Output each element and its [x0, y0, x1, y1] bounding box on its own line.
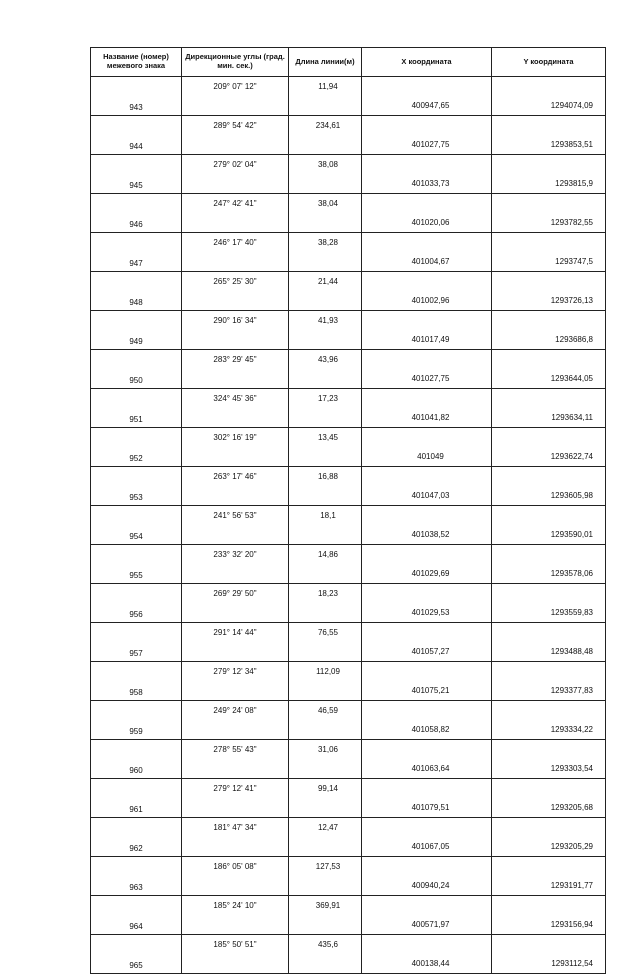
point-row — [91, 525, 606, 545]
y-coordinate: 1293815,9 — [492, 174, 606, 194]
x-coordinate: 401027,75 — [362, 135, 492, 155]
empty-cell — [492, 350, 606, 370]
line-length: 76,55 — [289, 623, 362, 643]
line-length: 38,28 — [289, 233, 362, 253]
y-coordinate: 1293112,54 — [492, 954, 606, 974]
empty-cell — [492, 428, 606, 448]
point-name: 950 — [91, 369, 182, 389]
segment-row — [91, 857, 606, 877]
line-length: 369,91 — [289, 896, 362, 916]
point-row — [91, 798, 606, 818]
empty-cell — [492, 311, 606, 331]
empty-cell — [182, 252, 289, 272]
empty-cell — [182, 486, 289, 506]
x-coordinate: 401029,69 — [362, 564, 492, 584]
point-name: 958 — [91, 681, 182, 701]
point-name: 955 — [91, 564, 182, 584]
x-coordinate: 400947,65 — [362, 96, 492, 116]
empty-cell — [91, 194, 182, 214]
empty-cell — [289, 252, 362, 272]
segment-row — [91, 194, 606, 214]
y-coordinate: 1293622,74 — [492, 447, 606, 467]
direction-angle: 279° 12' 41" — [182, 779, 289, 799]
empty-cell — [182, 369, 289, 389]
point-name: 946 — [91, 213, 182, 233]
empty-cell — [492, 623, 606, 643]
empty-cell — [91, 233, 182, 253]
y-coordinate: 1293726,13 — [492, 291, 606, 311]
direction-angle: 324° 45' 36" — [182, 389, 289, 409]
empty-cell — [182, 837, 289, 857]
empty-cell — [362, 506, 492, 526]
empty-cell — [91, 272, 182, 292]
empty-cell — [362, 467, 492, 487]
direction-angle: 209° 07' 12" — [182, 77, 289, 97]
y-coordinate: 1293559,83 — [492, 603, 606, 623]
point-name: 962 — [91, 837, 182, 857]
header-line-length: Длина линии(м) — [289, 48, 362, 77]
empty-cell — [182, 213, 289, 233]
x-coordinate: 401027,75 — [362, 369, 492, 389]
direction-angle: 241° 56' 53" — [182, 506, 289, 526]
point-row — [91, 252, 606, 272]
empty-cell — [182, 681, 289, 701]
y-coordinate: 1293303,54 — [492, 759, 606, 779]
line-length: 38,08 — [289, 155, 362, 175]
point-name: 954 — [91, 525, 182, 545]
empty-cell — [289, 681, 362, 701]
point-name: 959 — [91, 720, 182, 740]
empty-cell — [182, 330, 289, 350]
empty-cell — [91, 857, 182, 877]
direction-angle: 290° 16' 34" — [182, 311, 289, 331]
segment-row — [91, 428, 606, 448]
y-coordinate: 1293782,55 — [492, 213, 606, 233]
segment-row — [91, 116, 606, 136]
empty-cell — [362, 350, 492, 370]
empty-cell — [91, 935, 182, 955]
empty-cell — [289, 369, 362, 389]
point-row — [91, 447, 606, 467]
y-coordinate: 1293644,05 — [492, 369, 606, 389]
empty-cell — [362, 272, 492, 292]
empty-cell — [362, 116, 492, 136]
empty-cell — [289, 174, 362, 194]
point-row — [91, 174, 606, 194]
segment-row — [91, 467, 606, 487]
direction-angle: 185° 24' 10" — [182, 896, 289, 916]
x-coordinate: 401063,64 — [362, 759, 492, 779]
point-name: 949 — [91, 330, 182, 350]
x-coordinate: 401029,53 — [362, 603, 492, 623]
empty-cell — [289, 486, 362, 506]
y-coordinate: 1293590,01 — [492, 525, 606, 545]
y-coordinate: 1293853,51 — [492, 135, 606, 155]
segment-row — [91, 740, 606, 760]
empty-cell — [362, 818, 492, 838]
empty-cell — [492, 857, 606, 877]
line-length: 18,1 — [289, 506, 362, 526]
empty-cell — [492, 896, 606, 916]
direction-angle: 265° 25' 30" — [182, 272, 289, 292]
segment-row — [91, 77, 606, 97]
empty-cell — [182, 564, 289, 584]
empty-cell — [91, 116, 182, 136]
empty-cell — [289, 720, 362, 740]
line-length: 17,23 — [289, 389, 362, 409]
direction-angle: 249° 24' 08" — [182, 701, 289, 721]
empty-cell — [289, 837, 362, 857]
point-row — [91, 759, 606, 779]
line-length: 46,59 — [289, 701, 362, 721]
empty-cell — [492, 740, 606, 760]
empty-cell — [182, 876, 289, 896]
y-coordinate: 1293605,98 — [492, 486, 606, 506]
empty-cell — [91, 818, 182, 838]
line-length: 99,14 — [289, 779, 362, 799]
empty-cell — [492, 155, 606, 175]
point-name: 960 — [91, 759, 182, 779]
direction-angle: 291° 14' 44" — [182, 623, 289, 643]
empty-cell — [362, 233, 492, 253]
x-coordinate: 401079,51 — [362, 798, 492, 818]
empty-cell — [492, 194, 606, 214]
empty-cell — [362, 584, 492, 604]
segment-row — [91, 701, 606, 721]
segment-row — [91, 389, 606, 409]
empty-cell — [182, 720, 289, 740]
y-coordinate: 1293578,06 — [492, 564, 606, 584]
empty-cell — [492, 233, 606, 253]
x-coordinate: 401017,49 — [362, 330, 492, 350]
point-name: 951 — [91, 408, 182, 428]
direction-angle: 185° 50' 51" — [182, 935, 289, 955]
direction-angle: 181° 47' 34" — [182, 818, 289, 838]
direction-angle: 263° 17' 46" — [182, 467, 289, 487]
segment-row — [91, 506, 606, 526]
empty-cell — [362, 428, 492, 448]
segment-row — [91, 272, 606, 292]
empty-cell — [362, 155, 492, 175]
line-length: 435,6 — [289, 935, 362, 955]
segment-row — [91, 662, 606, 682]
x-coordinate: 401002,96 — [362, 291, 492, 311]
x-coordinate: 401041,82 — [362, 408, 492, 428]
empty-cell — [91, 623, 182, 643]
empty-cell — [492, 272, 606, 292]
empty-cell — [362, 857, 492, 877]
empty-cell — [492, 467, 606, 487]
empty-cell — [182, 915, 289, 935]
x-coordinate: 401075,21 — [362, 681, 492, 701]
empty-cell — [362, 662, 492, 682]
x-coordinate: 401020,06 — [362, 213, 492, 233]
empty-cell — [289, 642, 362, 662]
point-row — [91, 681, 606, 701]
header-direction-angle: Дирекционные углы (град. мин. сек.) — [182, 48, 289, 77]
empty-cell — [362, 935, 492, 955]
empty-cell — [182, 525, 289, 545]
point-row — [91, 876, 606, 896]
line-length: 16,88 — [289, 467, 362, 487]
empty-cell — [492, 779, 606, 799]
point-name: 952 — [91, 447, 182, 467]
point-row — [91, 369, 606, 389]
point-row — [91, 837, 606, 857]
empty-cell — [362, 623, 492, 643]
empty-cell — [492, 662, 606, 682]
point-name: 963 — [91, 876, 182, 896]
direction-angle: 279° 02' 04" — [182, 155, 289, 175]
direction-angle: 247° 42' 41" — [182, 194, 289, 214]
point-name: 956 — [91, 603, 182, 623]
line-length: 13,45 — [289, 428, 362, 448]
point-row — [91, 603, 606, 623]
point-row — [91, 291, 606, 311]
point-name: 961 — [91, 798, 182, 818]
empty-cell — [362, 389, 492, 409]
x-coordinate: 400940,24 — [362, 876, 492, 896]
line-length: 112,09 — [289, 662, 362, 682]
empty-cell — [91, 545, 182, 565]
empty-cell — [182, 174, 289, 194]
direction-angle: 186° 05' 08" — [182, 857, 289, 877]
header-point-name: Название (номер) межевого знака — [91, 48, 182, 77]
empty-cell — [492, 77, 606, 97]
line-length: 38,04 — [289, 194, 362, 214]
line-length: 234,61 — [289, 116, 362, 136]
segment-row — [91, 155, 606, 175]
empty-cell — [492, 389, 606, 409]
segment-row — [91, 896, 606, 916]
empty-cell — [289, 447, 362, 467]
empty-cell — [91, 428, 182, 448]
empty-cell — [91, 896, 182, 916]
point-name: 944 — [91, 135, 182, 155]
x-coordinate: 401057,27 — [362, 642, 492, 662]
point-row — [91, 213, 606, 233]
table-header-row — [91, 48, 606, 77]
point-row — [91, 915, 606, 935]
point-row — [91, 954, 606, 974]
point-row — [91, 330, 606, 350]
line-length: 18,23 — [289, 584, 362, 604]
point-name: 965 — [91, 954, 182, 974]
empty-cell — [362, 779, 492, 799]
point-row — [91, 96, 606, 116]
line-length: 14,86 — [289, 545, 362, 565]
empty-cell — [492, 584, 606, 604]
empty-cell — [492, 116, 606, 136]
y-coordinate: 1294074,09 — [492, 96, 606, 116]
empty-cell — [362, 311, 492, 331]
line-length: 127,53 — [289, 857, 362, 877]
boundary-coordinates-table — [90, 47, 606, 974]
x-coordinate: 401033,73 — [362, 174, 492, 194]
direction-angle: 289° 54' 42" — [182, 116, 289, 136]
direction-angle: 269° 29' 50" — [182, 584, 289, 604]
empty-cell — [182, 954, 289, 974]
empty-cell — [492, 935, 606, 955]
line-length: 43,96 — [289, 350, 362, 370]
empty-cell — [182, 291, 289, 311]
y-coordinate: 1293334,22 — [492, 720, 606, 740]
empty-cell — [362, 701, 492, 721]
empty-cell — [91, 77, 182, 97]
empty-cell — [91, 740, 182, 760]
x-coordinate: 401067,05 — [362, 837, 492, 857]
y-coordinate: 1293205,68 — [492, 798, 606, 818]
y-coordinate: 1293634,11 — [492, 408, 606, 428]
empty-cell — [289, 876, 362, 896]
empty-cell — [362, 896, 492, 916]
empty-cell — [492, 506, 606, 526]
empty-cell — [362, 194, 492, 214]
empty-cell — [289, 954, 362, 974]
y-coordinate: 1293205,29 — [492, 837, 606, 857]
line-length: 31,06 — [289, 740, 362, 760]
coordinates-sheet — [90, 47, 605, 974]
direction-angle: 302° 16' 19" — [182, 428, 289, 448]
header-x-coordinate: X координата — [362, 48, 492, 77]
x-coordinate: 401058,82 — [362, 720, 492, 740]
empty-cell — [289, 564, 362, 584]
empty-cell — [91, 311, 182, 331]
table-body — [91, 77, 606, 974]
direction-angle: 283° 29' 45" — [182, 350, 289, 370]
y-coordinate: 1293377,83 — [492, 681, 606, 701]
x-coordinate: 400138,44 — [362, 954, 492, 974]
direction-angle: 278° 55' 43" — [182, 740, 289, 760]
empty-cell — [289, 213, 362, 233]
y-coordinate: 1293191,77 — [492, 876, 606, 896]
segment-row — [91, 545, 606, 565]
point-name: 943 — [91, 96, 182, 116]
point-name: 953 — [91, 486, 182, 506]
empty-cell — [289, 291, 362, 311]
segment-row — [91, 350, 606, 370]
empty-cell — [182, 135, 289, 155]
empty-cell — [91, 506, 182, 526]
point-name: 964 — [91, 915, 182, 935]
segment-row — [91, 233, 606, 253]
point-row — [91, 135, 606, 155]
x-coordinate: 401038,52 — [362, 525, 492, 545]
empty-cell — [289, 915, 362, 935]
empty-cell — [182, 447, 289, 467]
empty-cell — [289, 135, 362, 155]
empty-cell — [91, 779, 182, 799]
empty-cell — [289, 330, 362, 350]
empty-cell — [362, 545, 492, 565]
empty-cell — [91, 155, 182, 175]
segment-row — [91, 623, 606, 643]
empty-cell — [289, 408, 362, 428]
y-coordinate: 1293156,94 — [492, 915, 606, 935]
x-coordinate: 401047,03 — [362, 486, 492, 506]
point-row — [91, 408, 606, 428]
point-row — [91, 564, 606, 584]
direction-angle: 233° 32' 20" — [182, 545, 289, 565]
line-length: 11,94 — [289, 77, 362, 97]
empty-cell — [91, 584, 182, 604]
empty-cell — [289, 603, 362, 623]
point-name: 948 — [91, 291, 182, 311]
segment-row — [91, 311, 606, 331]
empty-cell — [492, 545, 606, 565]
empty-cell — [492, 818, 606, 838]
empty-cell — [289, 759, 362, 779]
empty-cell — [91, 662, 182, 682]
empty-cell — [91, 701, 182, 721]
point-name: 945 — [91, 174, 182, 194]
x-coordinate: 401004,67 — [362, 252, 492, 272]
point-name: 947 — [91, 252, 182, 272]
line-length: 21,44 — [289, 272, 362, 292]
empty-cell — [182, 642, 289, 662]
segment-row — [91, 779, 606, 799]
segment-row — [91, 818, 606, 838]
segment-row — [91, 584, 606, 604]
point-name: 957 — [91, 642, 182, 662]
empty-cell — [182, 96, 289, 116]
line-length: 12,47 — [289, 818, 362, 838]
empty-cell — [362, 77, 492, 97]
segment-row — [91, 935, 606, 955]
empty-cell — [289, 96, 362, 116]
empty-cell — [362, 740, 492, 760]
point-row — [91, 486, 606, 506]
y-coordinate: 1293686,8 — [492, 330, 606, 350]
empty-cell — [182, 408, 289, 428]
y-coordinate: 1293488,48 — [492, 642, 606, 662]
empty-cell — [182, 798, 289, 818]
header-y-coordinate: Y координата — [492, 48, 606, 77]
empty-cell — [182, 603, 289, 623]
direction-angle: 246° 17' 40" — [182, 233, 289, 253]
empty-cell — [91, 350, 182, 370]
empty-cell — [91, 467, 182, 487]
direction-angle: 279° 12' 34" — [182, 662, 289, 682]
point-row — [91, 642, 606, 662]
empty-cell — [492, 701, 606, 721]
empty-cell — [91, 389, 182, 409]
x-coordinate: 400571,97 — [362, 915, 492, 935]
empty-cell — [289, 525, 362, 545]
point-row — [91, 720, 606, 740]
line-length: 41,93 — [289, 311, 362, 331]
x-coordinate: 401049 — [362, 447, 492, 467]
empty-cell — [289, 798, 362, 818]
empty-cell — [182, 759, 289, 779]
y-coordinate: 1293747,5 — [492, 252, 606, 272]
